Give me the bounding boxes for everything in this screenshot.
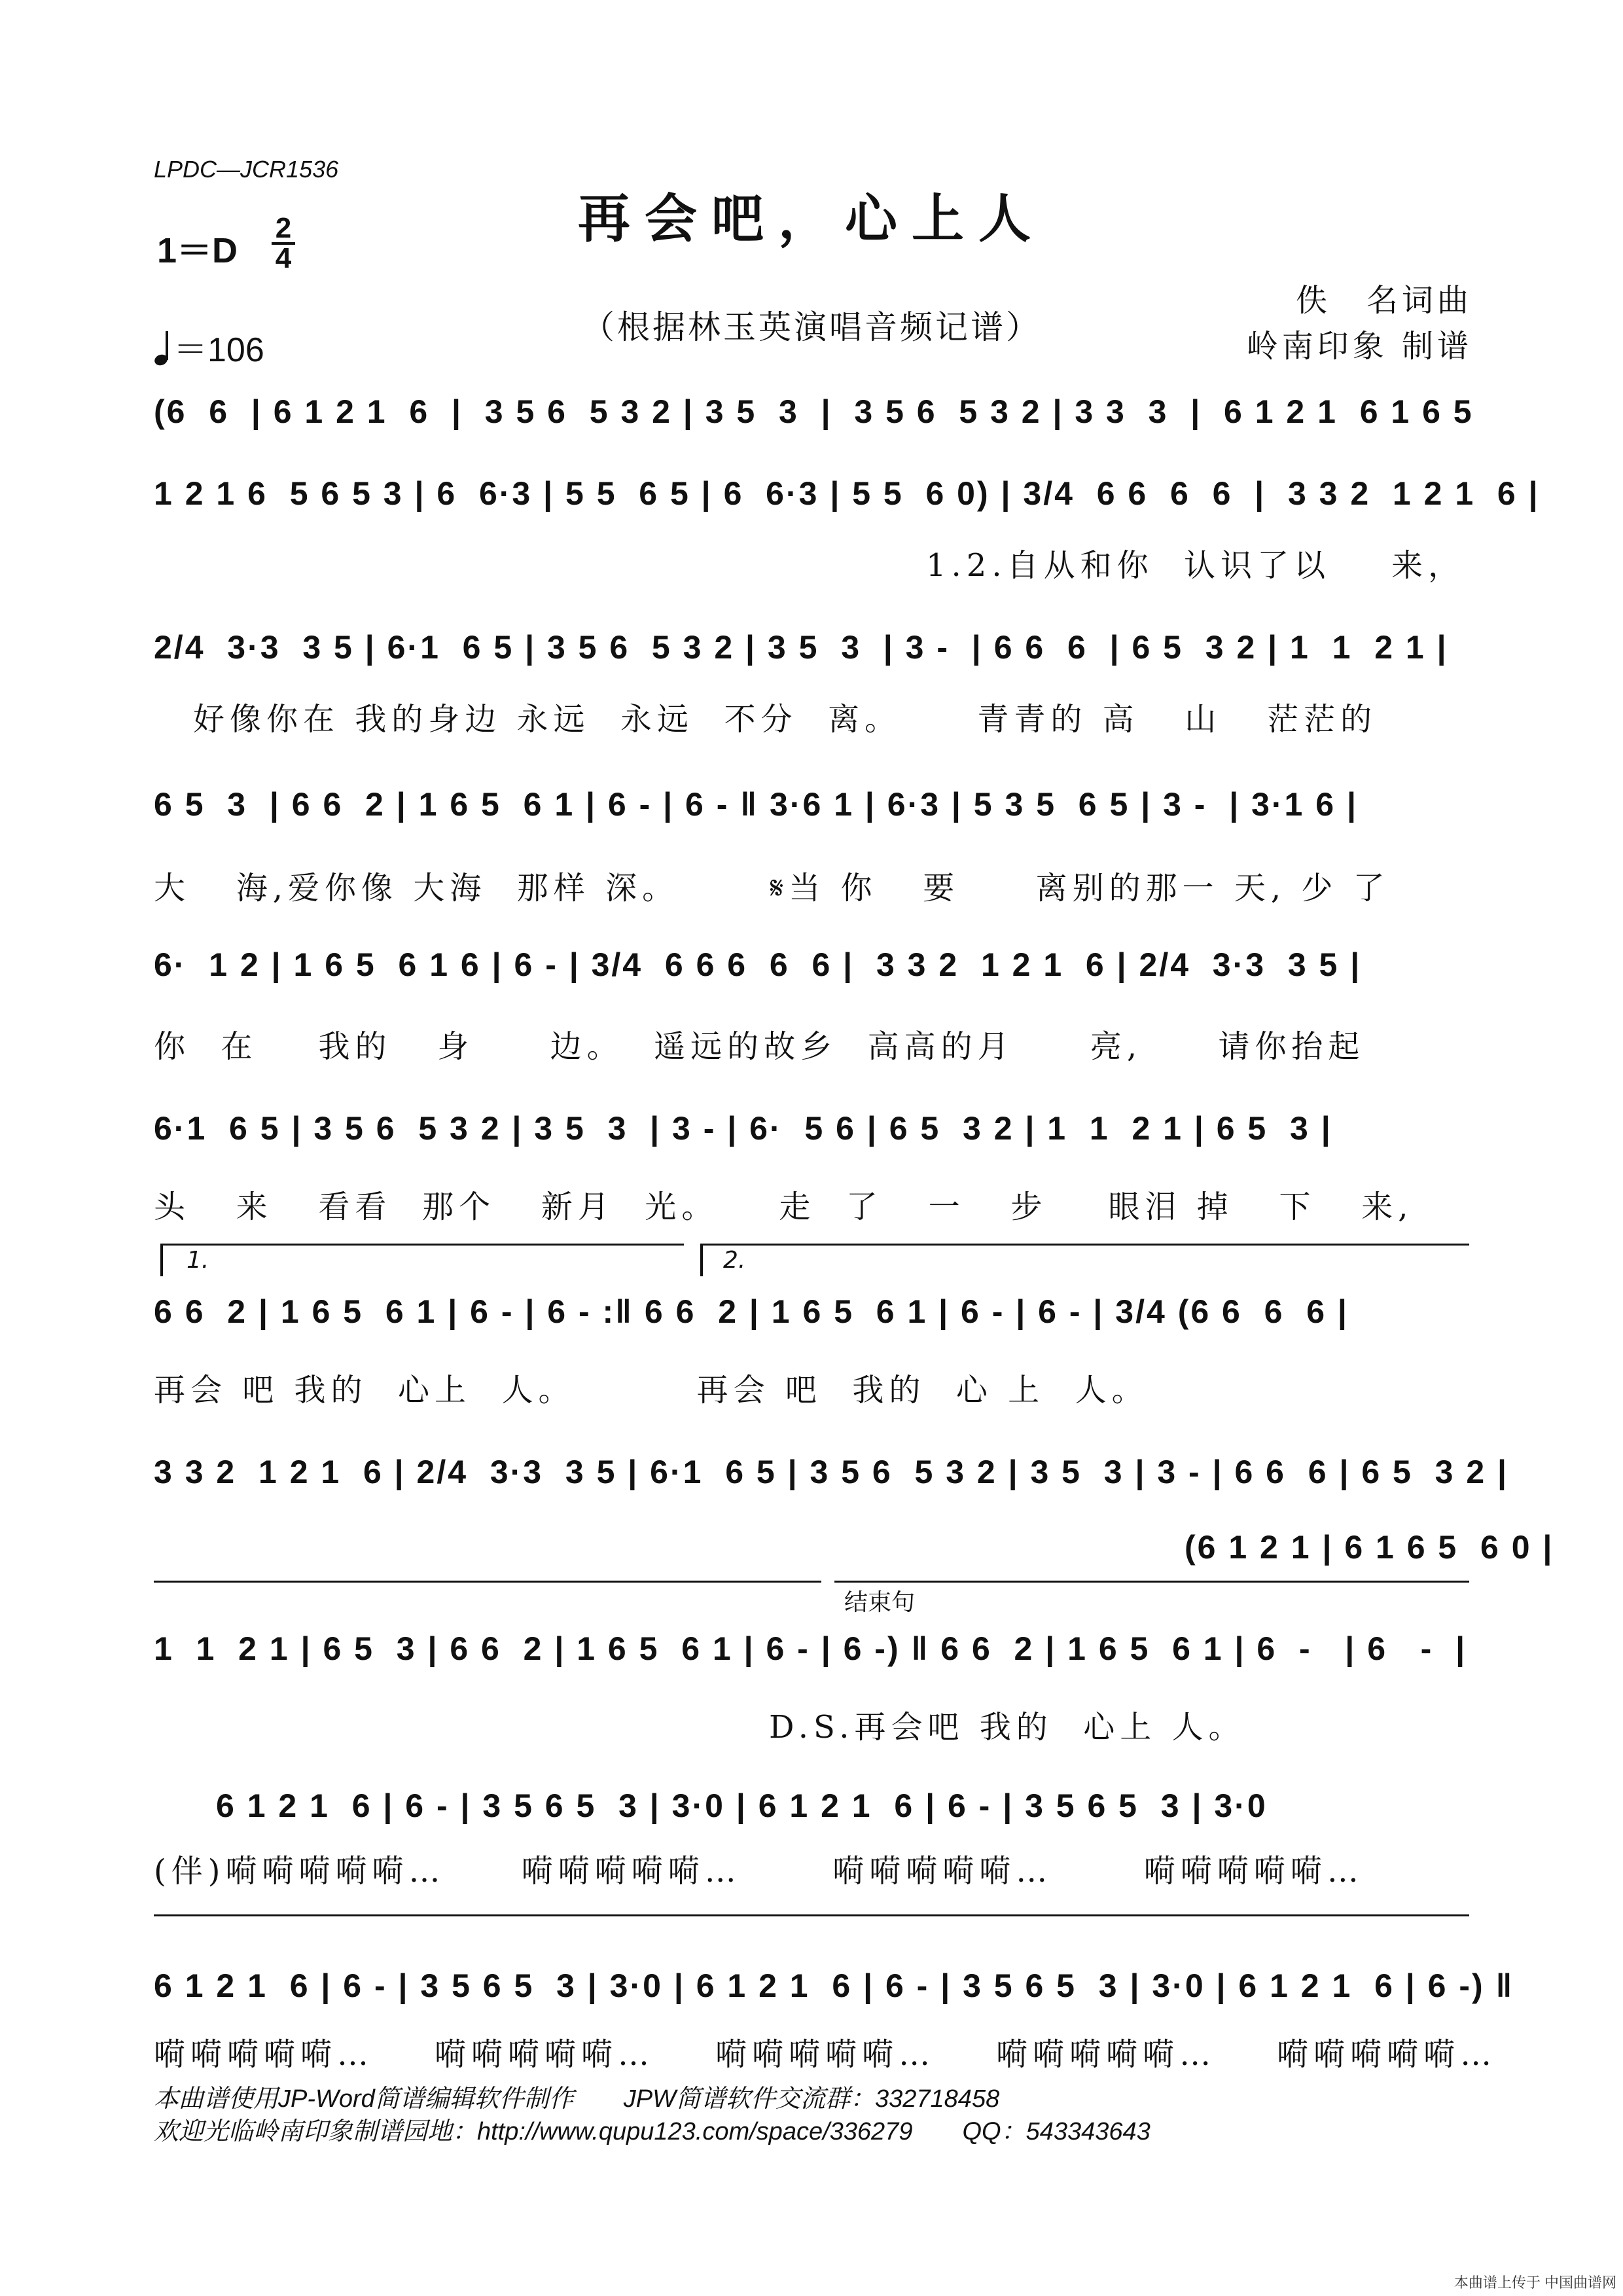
notation-line: 2/4 3·3 3 5 | 6·1 6 5 | 3 5 6 5 3 2 | 3 5 3 | 3 - | 6 6 6 | 6 5 3 2 | 1 1 2 1 | bbox=[154, 629, 1448, 666]
lyric-line-2: 好像你在 我的身边 永远 永远 不分 离。 青青的 高 山 茫茫的 bbox=[193, 701, 1378, 738]
lyric-line-1: 1.2.自从和你 认识了以 来， bbox=[926, 547, 1465, 584]
key-signature: 1＝D bbox=[157, 231, 238, 270]
section-rule-bottom bbox=[154, 1914, 1469, 1916]
score-code: LPDC—JCR1536 bbox=[154, 156, 339, 183]
notation-line: 1 1 2 1 | 6 5 3 | 6 6 2 | 1 6 5 6 1 | 6 - | 6 -) ‖ 6 6 2 | 1 6 5 6 1 | 6 - | 6 - | bbox=[154, 1630, 1467, 1667]
footer-line-2: 欢迎光临岭南印象制谱园地：http://www.qupu123.com/space/336279 QQ：543343643 bbox=[154, 2118, 1150, 2145]
score-row-1 bbox=[154, 393, 1472, 431]
notation-line: 6·1 6 5 | 3 5 6 5 3 2 | 3 5 3 | 3 - | 6· 5 6 | 6 5 3 2 | 1 1 2 1 | 6 5 3 | bbox=[154, 1110, 1332, 1147]
tempo-value: ＝106 bbox=[173, 331, 264, 369]
composer-credit: 佚 名词曲 bbox=[1295, 282, 1472, 319]
notation-line: 1 2 1 6 5 6 5 3 | 6 6·3 | 5 5 6 5 | 6 6·3 | 5 5 6 0) | 3/4 6 6 6 6 | 3 3 2 1 2 1 6 | bbox=[154, 475, 1540, 512]
score-row-10 bbox=[216, 1787, 1472, 1825]
notation-line: 6 1 2 1 6 | 6 - | 3 5 6 5 3 | 3·0 | 6 1 2 1 6 | 6 - | 3 5 6 5 3 | 3·0 | 6 1 2 1 6 | 6 -) ‖ bbox=[154, 1967, 1514, 2004]
notation-line: 6 1 2 1 6 | 6 - | 3 5 6 5 3 | 3·0 | 6 1 2 1 6 | 6 - | 3 5 6 5 3 | 3·0 bbox=[216, 1787, 1268, 1824]
score-row-2 bbox=[154, 475, 1540, 512]
page-title: 再会吧，心上人 bbox=[578, 188, 1045, 249]
section-rule-right bbox=[834, 1581, 1469, 1583]
score-row-6 bbox=[154, 1109, 1472, 1147]
volta-label-2: 2. bbox=[723, 1247, 746, 1274]
score-row-9 bbox=[154, 1630, 1472, 1668]
score-row-3 bbox=[154, 628, 1472, 666]
lyric-line-4: 你 在 我的 身 边。 遥远的故乡 高高的月 亮, 请你抬起 bbox=[154, 1028, 1365, 1065]
score-row-8 bbox=[154, 1453, 1509, 1491]
time-denominator: 4 bbox=[275, 242, 292, 274]
lyric-line-6: 再会 吧 我的 心上 人。 再会 吧 我的 心 上 人。 bbox=[154, 1372, 1149, 1408]
lyric-line-5: 头 来 看看 那个 新月 光。 走 了 一 步 眼泪 掉 下 来, bbox=[154, 1189, 1414, 1225]
upload-watermark: 本曲谱上传于 中国曲谱网 bbox=[1454, 2274, 1616, 2291]
score-row-8-alt bbox=[1185, 1528, 1554, 1566]
volta-bracket-2-edge bbox=[700, 1244, 703, 1276]
lyric-line-9: 嗬嗬嗬嗬嗬… 嗬嗬嗬嗬嗬… 嗬嗬嗬嗬嗬… 嗬嗬嗬嗬嗬… 嗬嗬嗬嗬嗬… bbox=[154, 2036, 1497, 2073]
time-signature bbox=[272, 212, 295, 274]
subtitle: （根据林玉英演唱音频记谱） bbox=[582, 308, 1041, 346]
score-row-5 bbox=[154, 946, 1472, 984]
notation-line: 6· 1 2 | 1 6 5 6 1 6 | 6 - | 3/4 6 6 6 6 6 | 3 3 2 1 2 1 6 | 2/4 3·3 3 5 | bbox=[154, 946, 1362, 983]
volta-bracket-1 bbox=[160, 1244, 684, 1246]
volta-label-1: 1. bbox=[187, 1247, 209, 1274]
arranger-credit: 岭南印象 制谱 bbox=[1246, 328, 1472, 365]
section-rule-left bbox=[154, 1581, 821, 1583]
notation-line: 6 5 3 | 6 6 2 | 1 6 5 6 1 | 6 - | 6 - ‖ 3·6 1 | 6·3 | 5 3 5 6 5 | 3 - | 3·1 6 | bbox=[154, 786, 1358, 823]
time-numerator: 2 bbox=[275, 212, 292, 244]
notation-line: (6 6 | 6 1 2 1 6 | 3 5 6 5 3 2 | 3 5 3 | 3 5 6 5 3 2 | 3 3 3 | 6 1 2 1 6 1 6 5 bbox=[154, 393, 1474, 430]
lyric-line-7: D.S.再会吧 我的 心上 人。 bbox=[769, 1709, 1245, 1746]
score-row-11 bbox=[154, 1967, 1514, 2005]
notation-line: 6 6 2 | 1 6 5 6 1 | 6 - | 6 - :‖ 6 6 2 | 1 6 5 6 1 | 6 - | 6 - | 3/4 (6 6 6 6 | bbox=[154, 1293, 1349, 1330]
notation-line: (6 1 2 1 | 6 1 6 5 6 0 | bbox=[1185, 1529, 1554, 1566]
ending-label: 结束句 bbox=[844, 1589, 916, 1616]
score-row-7 bbox=[154, 1293, 1472, 1331]
lyric-line-8: (伴)嗬嗬嗬嗬嗬… 嗬嗬嗬嗬嗬… 嗬嗬嗬嗬嗬… 嗬嗬嗬嗬嗬… bbox=[154, 1853, 1364, 1890]
volta-bracket-1-edge bbox=[160, 1244, 163, 1276]
volta-bracket-2 bbox=[700, 1244, 1469, 1246]
lyric-line-3: 大 海,爱你像 大海 那样 深。 𝄋当 你 要 离别的那一 天, 少 了 bbox=[154, 870, 1390, 906]
notation-line: 3 3 2 1 2 1 6 | 2/4 3·3 3 5 | 6·1 6 5 | 3 5 6 5 3 2 | 3 5 3 | 3 - | 6 6 6 | 6 5 3 2 | bbox=[154, 1454, 1509, 1490]
footer-line-1: 本曲谱使用JP-Word简谱编辑软件制作 JPW简谱软件交流群：332718458 bbox=[154, 2085, 1000, 2113]
score-row-4 bbox=[154, 785, 1472, 823]
